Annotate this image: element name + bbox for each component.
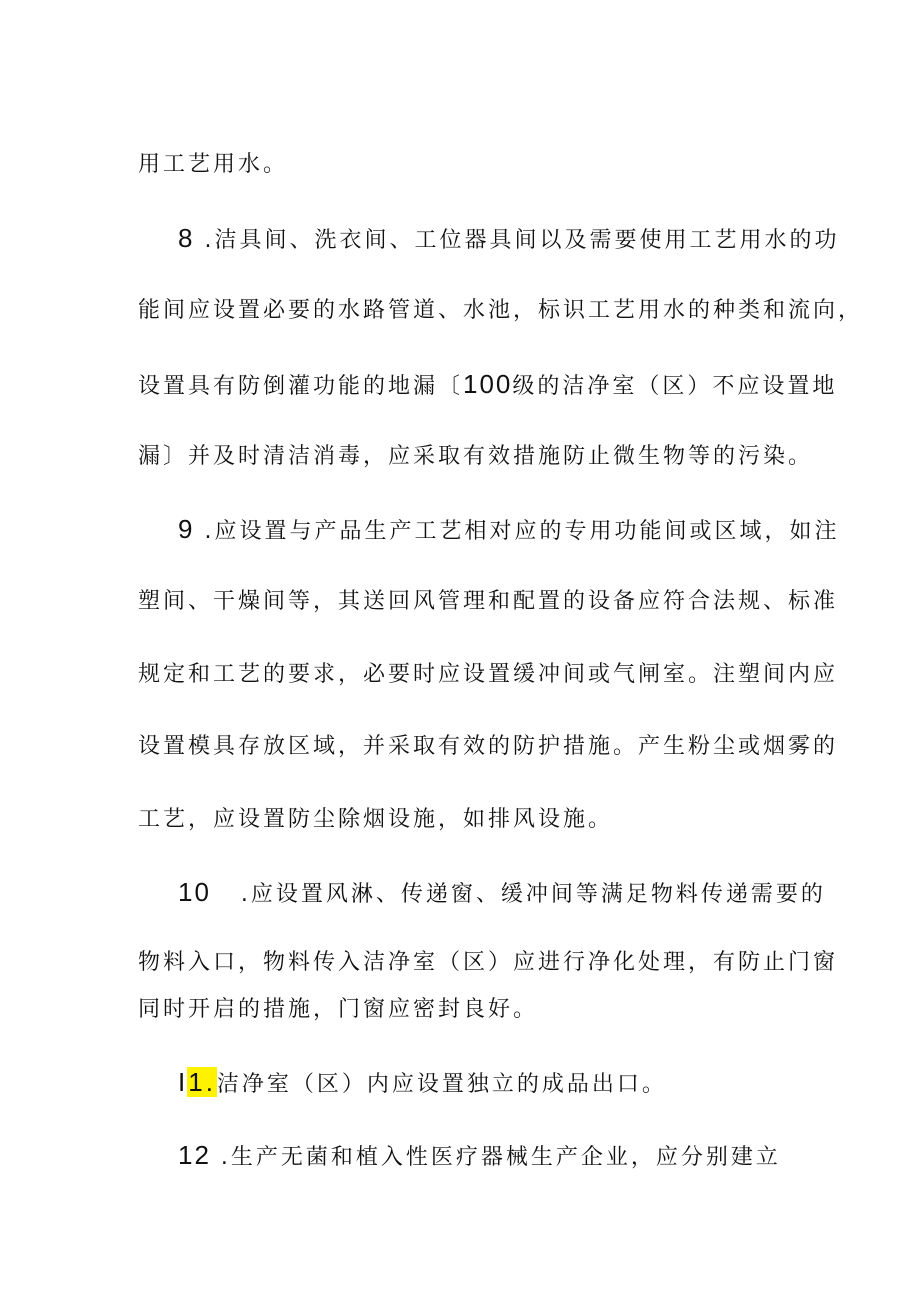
line-text: .应设置与产品生产工艺相对应的专用功能间或区域，如注 <box>204 519 840 544</box>
item-prefix: I <box>178 1067 188 1097</box>
item-number: 9 <box>178 514 195 544</box>
item-number: 8 <box>178 223 195 253</box>
text-line <box>178 1135 798 1175</box>
highlighted-number: 1. <box>188 1067 216 1097</box>
line-text: 级的洁净室（区）不应设置地 <box>512 374 838 399</box>
text-line <box>178 1062 798 1102</box>
line-text: 设置模具存放区域，并采取有效的防护措施。产生粉尘或烟雾的 <box>138 734 839 759</box>
text-line <box>178 218 840 258</box>
text-line <box>138 655 839 695</box>
text-line <box>138 800 798 840</box>
text-line <box>178 509 840 549</box>
item-number: 10 <box>178 877 211 907</box>
line-text: .洁具间、洗衣间、工位器具间以及需要使用工艺用水的功 <box>204 228 840 253</box>
text-line <box>178 872 826 912</box>
text-line <box>138 727 839 767</box>
line-text: 塑间、干燥间等，其送回风管理和配置的设备应符合法规、标准 <box>138 589 839 614</box>
item-number: 12 <box>178 1140 211 1170</box>
text-line <box>138 364 838 404</box>
text-line <box>138 990 798 1030</box>
text-line <box>138 145 798 185</box>
line-text: 工艺，应设置防尘除烟设施，如排风设施。 <box>138 807 614 832</box>
line-text: 同时开启的措施，门窗应密封良好。 <box>138 997 539 1022</box>
line-text: 物料入口，物料传入洁净室（区）应进行净化处理，有防止门窗 <box>138 950 839 975</box>
line-text: 洁净室（区）内应设置独立的成品出口。 <box>216 1072 667 1097</box>
text-line <box>138 291 864 331</box>
line-text: 漏〕并及时清洁消毒，应采取有效措施防止微生物等的污染。 <box>138 444 814 469</box>
line-text: 规定和工艺的要求，必要时应设置缓冲间或气闸室。注塑间内应 <box>138 662 839 687</box>
inline-number: 100 <box>463 369 513 399</box>
line-text: 用工艺用水。 <box>138 152 289 177</box>
text-line <box>138 582 839 622</box>
text-line <box>138 943 839 983</box>
line-text: .应设置风淋、传递窗、缓冲间等满足物料传递需要的 <box>240 882 826 907</box>
line-text: .生产无菌和植入性医疗器械生产企业，应分别建立 <box>220 1145 781 1170</box>
line-text-prefix: 设置具有防倒灌功能的地漏〔 <box>138 374 464 399</box>
line-text: 能间应设置必要的水路管道、水池，标识工艺用水的种类和流向， <box>138 298 864 323</box>
text-line <box>138 437 814 477</box>
